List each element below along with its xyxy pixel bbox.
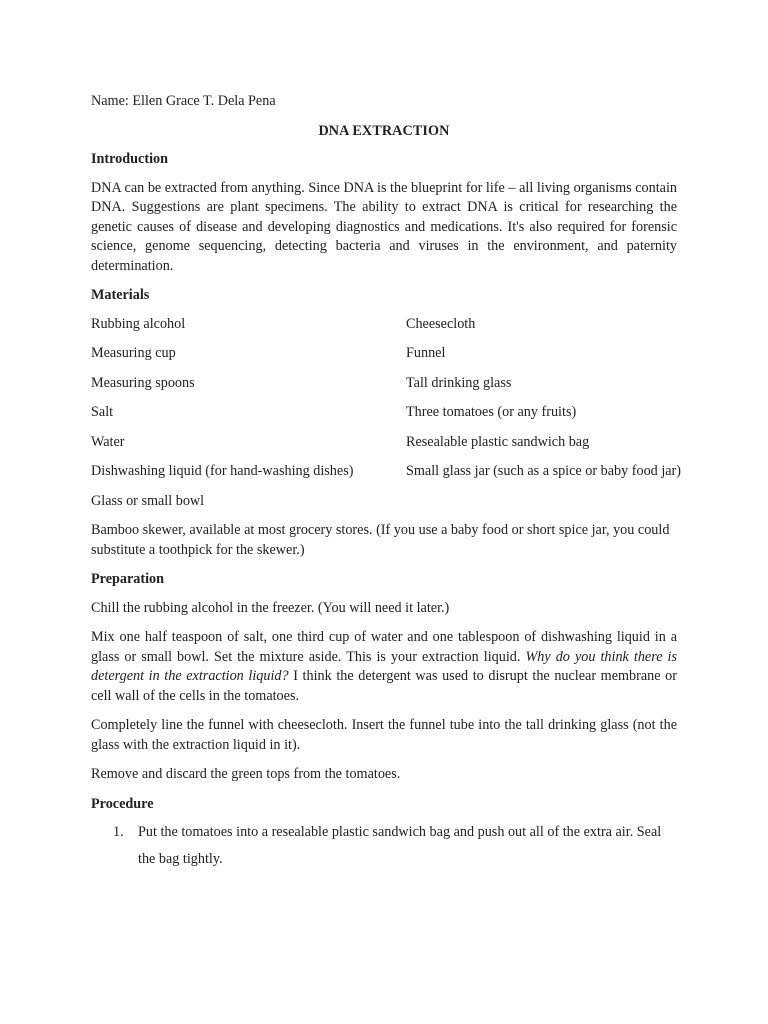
preparation-step-text: Mix one half teaspoon of salt, one third cup of water and one tablespoon of dishwashing liquid in a glass or small bowl. Set the mixture aside. This is your extraction liquid. xyxy=(91,629,677,665)
preparation-step: Completely line the funnel with cheesecloth. Insert the funnel tube into the tall drinking glass (not the glass with the extraction liquid in it). xyxy=(91,717,677,753)
materials-heading: Materials xyxy=(91,287,150,303)
preparation-heading: Preparation xyxy=(91,571,165,587)
material-item: Tall drinking glass xyxy=(406,374,512,391)
material-item: Salt xyxy=(91,404,114,420)
preparation-step: Remove and discard the green tops from the tomatoes. xyxy=(91,766,401,782)
introduction-paragraph: DNA can be extracted from anything. Since DNA is the blueprint for life – all living organisms contain DNA. Suggestions are plant specimens. The ability to extract DNA is critical for researching the genetic causes of disease and developing diagnostics and medications. It's also required for forensic science, genome sequencing, detecting bacteria and viruses in the environment, and paternity determination. xyxy=(91,179,677,274)
materials-list xyxy=(91,315,721,512)
materials-note: Bamboo skewer, available at most grocery stores. (If you use a baby food or short spice jar, you could substitute a toothpick for the skewer.) xyxy=(91,522,670,558)
procedure-list xyxy=(91,819,677,873)
student-name: Name: Ellen Grace T. Dela Pena xyxy=(91,93,276,109)
material-item: Rubbing alcohol xyxy=(91,315,186,332)
preparation-question: Why do you think there is detergent in the extraction liquid? xyxy=(91,648,678,684)
procedure-heading: Procedure xyxy=(91,795,154,812)
material-item: Measuring cup xyxy=(91,345,176,361)
procedure-step-text: Put the tomatoes into a resealable plastic sandwich bag and push out all of the extra air. Seal the bag tightly. xyxy=(138,824,662,867)
material-item: Dishwashing liquid (for hand-washing dishes) xyxy=(91,463,354,479)
procedure-step-number: 1. xyxy=(113,824,124,840)
preparation-answer: I think the detergent was used to disrupt the nuclear membrane or cell wall of the cells in the tomatoes. xyxy=(91,668,677,704)
material-item: Glass or small bowl xyxy=(91,492,205,509)
material-item: Funnel xyxy=(406,345,446,361)
procedure-step xyxy=(91,819,677,873)
material-item: Resealable plastic sandwich bag xyxy=(406,433,590,450)
document-title: DNA EXTRACTION xyxy=(318,122,450,139)
material-item: Cheesecloth xyxy=(406,315,476,332)
material-item: Three tomatoes (or any fruits) xyxy=(406,404,577,420)
preparation-step: Chill the rubbing alcohol in the freezer. (You will need it later.) xyxy=(91,599,450,616)
preparation-step xyxy=(91,628,677,706)
material-item: Measuring spoons xyxy=(91,374,195,391)
material-item: Water xyxy=(91,433,125,450)
document-page xyxy=(91,92,682,873)
introduction-heading: Introduction xyxy=(91,151,168,167)
material-item: Small glass jar (such as a spice or baby food jar) xyxy=(406,463,682,479)
